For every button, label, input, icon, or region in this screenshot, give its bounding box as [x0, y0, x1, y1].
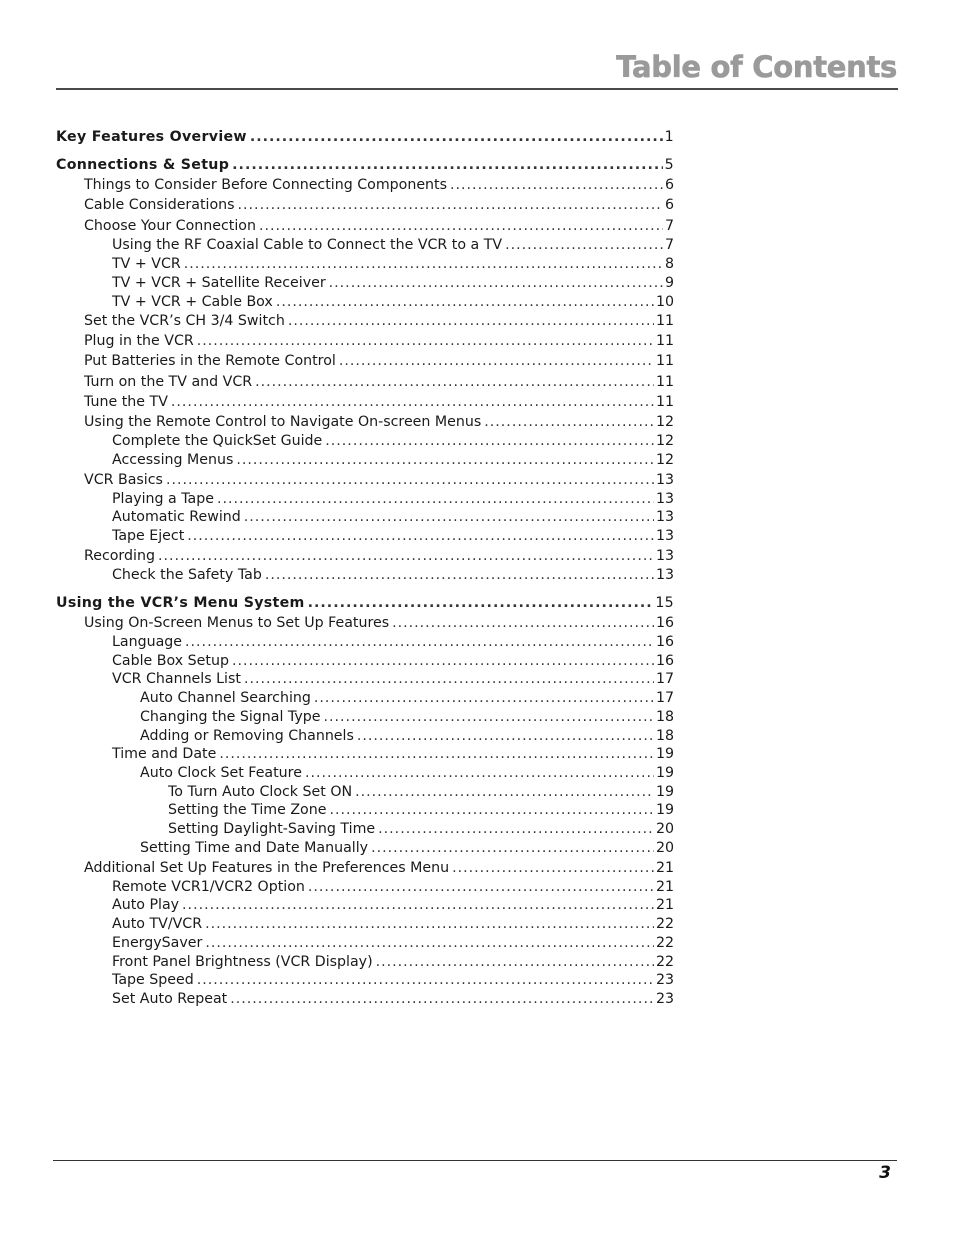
toc-entry	[56, 293, 674, 311]
toc-entry-page: 23	[655, 972, 674, 988]
toc-entry-label: Cable Box Setup	[112, 653, 229, 669]
toc-entry-label: Things to Consider Before Connecting Components	[84, 177, 448, 193]
dot-leader	[324, 708, 654, 726]
toc-entry-page: 11	[655, 374, 674, 390]
toc-entry	[56, 274, 674, 292]
toc-entry	[56, 451, 674, 469]
dot-leader	[232, 652, 654, 670]
toc-entry-page: 16	[655, 653, 674, 669]
toc-entry-label: Accessing Menus	[112, 452, 234, 468]
toc-entry-label: Recording	[84, 548, 155, 564]
toc-entry-label: Using the RF Coaxial Cable to Connect the VCR to a TV	[112, 237, 503, 253]
toc-entry	[56, 352, 674, 370]
dot-leader	[244, 508, 654, 526]
dot-leader	[236, 451, 654, 469]
toc-entry	[56, 508, 674, 526]
dot-leader	[187, 527, 654, 545]
toc-entry	[56, 217, 674, 235]
toc-entry	[56, 547, 674, 565]
dot-leader	[217, 490, 654, 508]
toc-entry	[56, 413, 674, 431]
toc-entry	[56, 839, 674, 857]
toc-entry	[56, 953, 674, 971]
toc-entry	[56, 332, 674, 350]
toc-entry-label: Setting Time and Date Manually	[140, 840, 369, 856]
toc-entry-label: Auto Channel Searching	[140, 690, 311, 706]
toc-entry-label: Complete the QuickSet Guide	[112, 433, 323, 449]
toc-entry	[56, 527, 674, 545]
toc-entry-label: TV + VCR + Satellite Receiver	[112, 275, 326, 291]
dot-leader	[265, 566, 654, 584]
toc-entry	[56, 801, 674, 819]
dot-leader	[171, 393, 654, 411]
toc-entry-page: 21	[655, 879, 674, 895]
toc-entry	[56, 236, 674, 254]
dot-leader	[185, 633, 654, 651]
toc-entry-label: Turn on the TV and VCR	[84, 374, 253, 390]
dot-leader	[166, 471, 654, 489]
toc-entry	[56, 745, 674, 763]
toc-entry-page: 23	[655, 991, 674, 1007]
page-title: Table of Contents	[616, 50, 897, 84]
toc-entry-page: 1	[664, 129, 674, 145]
toc-entry-label: VCR Basics	[84, 472, 163, 488]
toc-entry-label: Plug in the VCR	[84, 333, 194, 349]
toc-entry-page: 5	[664, 157, 674, 173]
toc-entry-label: Tune the TV	[84, 394, 168, 410]
dot-leader	[250, 128, 663, 146]
toc-entry-label: Using the Remote Control to Navigate On-screen Menus	[84, 414, 482, 430]
toc-entry-page: 22	[655, 916, 674, 932]
dot-leader	[197, 332, 654, 350]
toc-entry-label: Auto Play	[112, 897, 180, 913]
dot-leader	[288, 312, 654, 330]
dot-leader	[184, 255, 663, 273]
toc-entry-label: Connections & Setup	[56, 157, 230, 173]
toc-entry-label: TV + VCR	[112, 256, 181, 272]
dot-leader	[376, 953, 654, 971]
dot-leader	[255, 373, 654, 391]
toc-entry-label: Choose Your Connection	[84, 218, 256, 234]
toc-entry	[56, 820, 674, 838]
dot-leader	[308, 594, 654, 612]
toc-entry	[56, 566, 674, 584]
dot-leader	[329, 274, 663, 292]
toc-entry-page: 16	[655, 634, 674, 650]
toc-entry-label: Auto TV/VCR	[112, 916, 203, 932]
toc-entry	[56, 614, 674, 632]
dot-leader	[182, 896, 654, 914]
dot-leader	[450, 176, 663, 194]
dot-leader	[276, 293, 654, 311]
toc-entry-label: Adding or Removing Channels	[140, 728, 354, 744]
toc-entry-page: 13	[655, 509, 674, 525]
toc-entry	[56, 971, 674, 989]
toc-entry	[56, 727, 674, 745]
toc-entry-page: 19	[655, 784, 674, 800]
toc-entry-label: Front Panel Brightness (VCR Display)	[112, 954, 373, 970]
toc-entry	[56, 934, 674, 952]
toc-entry	[56, 196, 674, 214]
toc-entry-label: Setting Daylight-Saving Time	[168, 821, 376, 837]
toc-entry-label: Playing a Tape	[112, 491, 214, 507]
dot-leader	[158, 547, 654, 565]
toc-entry-page: 7	[664, 237, 674, 253]
toc-entry-label: Key Features Overview	[56, 129, 247, 145]
page-number: 3	[879, 1163, 891, 1183]
dot-leader	[325, 432, 654, 450]
toc-entry-label: Tape Speed	[112, 972, 194, 988]
toc-entry	[56, 471, 674, 489]
dot-leader	[314, 689, 654, 707]
toc-entry-page: 6	[664, 177, 674, 193]
toc-entry-label: TV + VCR + Cable Box	[112, 294, 273, 310]
toc-entry	[56, 312, 674, 330]
toc-entry-label: To Turn Auto Clock Set ON	[168, 784, 353, 800]
dot-leader	[357, 727, 654, 745]
toc-entry-page: 20	[655, 821, 674, 837]
footer-divider	[53, 1160, 897, 1161]
dot-leader	[230, 990, 654, 1008]
toc-entry	[56, 128, 674, 146]
dot-leader	[232, 156, 663, 174]
toc-entry	[56, 652, 674, 670]
toc-entry	[56, 633, 674, 651]
toc-entry-label: Remote VCR1/VCR2 Option	[112, 879, 305, 895]
dot-leader	[305, 764, 654, 782]
toc-entry-page: 9	[664, 275, 674, 291]
dot-leader	[339, 352, 654, 370]
toc-entry-label: EnergySaver	[112, 935, 203, 951]
toc-entry	[56, 373, 674, 391]
toc-entry-page: 18	[655, 728, 674, 744]
dot-leader	[308, 878, 654, 896]
dot-leader	[371, 839, 654, 857]
dot-leader	[238, 196, 663, 214]
toc-entry-page: 12	[655, 414, 674, 430]
toc-entry-page: 18	[655, 709, 674, 725]
toc-entry-page: 11	[655, 333, 674, 349]
toc-entry-page: 8	[664, 256, 674, 272]
toc-entry	[56, 432, 674, 450]
toc-entry-page: 19	[655, 765, 674, 781]
toc-entry-page: 19	[655, 802, 674, 818]
toc-entry-page: 7	[664, 218, 674, 234]
toc-entry-page: 17	[655, 690, 674, 706]
toc-entry	[56, 176, 674, 194]
toc-entry	[56, 708, 674, 726]
toc-entry-page: 13	[655, 548, 674, 564]
toc-entry-label: Additional Set Up Features in the Preferences Menu	[84, 860, 450, 876]
toc-entry	[56, 490, 674, 508]
toc-entry-page: 17	[655, 671, 674, 687]
toc-entry	[56, 255, 674, 273]
toc-entry-page: 13	[655, 472, 674, 488]
toc-entry	[56, 393, 674, 411]
toc-entry-label: Changing the Signal Type	[140, 709, 321, 725]
toc-entry-label: Put Batteries in the Remote Control	[84, 353, 336, 369]
toc-entry-label: Using On-Screen Menus to Set Up Features	[84, 615, 390, 631]
dot-leader	[244, 670, 654, 688]
toc-entry	[56, 990, 674, 1008]
toc-entry-label: Auto Clock Set Feature	[140, 765, 302, 781]
toc-entry	[56, 689, 674, 707]
header-divider	[56, 88, 898, 90]
toc-entry-page: 6	[664, 197, 674, 213]
toc-entry-label: Time and Date	[112, 746, 217, 762]
toc-entry-page: 11	[655, 313, 674, 329]
dot-leader	[205, 934, 654, 952]
toc-entry-page: 13	[655, 491, 674, 507]
toc-entry-page: 11	[655, 394, 674, 410]
toc-entry-page: 22	[655, 935, 674, 951]
dot-leader	[484, 413, 654, 431]
toc-entry-label: Set the VCR’s CH 3/4 Switch	[84, 313, 285, 329]
toc-entry-page: 11	[655, 353, 674, 369]
toc-entry-label: Automatic Rewind	[112, 509, 241, 525]
dot-leader	[505, 236, 663, 254]
toc-entry-label: Tape Eject	[112, 528, 185, 544]
toc-entry	[56, 783, 674, 801]
toc-entry-page: 12	[655, 433, 674, 449]
toc-entry	[56, 915, 674, 933]
dot-leader	[219, 745, 654, 763]
toc-entry	[56, 156, 674, 174]
dot-leader	[452, 859, 654, 877]
toc-entry-page: 15	[655, 595, 674, 611]
toc-entry-page: 21	[655, 860, 674, 876]
toc-entry-page: 10	[655, 294, 674, 310]
dot-leader	[259, 217, 663, 235]
dot-leader	[355, 783, 654, 801]
toc-entry-page: 13	[655, 528, 674, 544]
toc-entry	[56, 896, 674, 914]
toc-entry-page: 21	[655, 897, 674, 913]
dot-leader	[197, 971, 654, 989]
toc-entry-page: 16	[655, 615, 674, 631]
toc-entry-label: Using the VCR’s Menu System	[56, 595, 305, 611]
toc-entry-page: 22	[655, 954, 674, 970]
toc-entry	[56, 594, 674, 612]
dot-leader	[205, 915, 654, 933]
toc-entry-page: 13	[655, 567, 674, 583]
toc-entry-page: 19	[655, 746, 674, 762]
dot-leader	[378, 820, 654, 838]
toc-entry-label: Language	[112, 634, 183, 650]
dot-leader	[329, 801, 653, 819]
toc-entry-label: Cable Considerations	[84, 197, 235, 213]
toc-entry	[56, 670, 674, 688]
toc-entry-label: Check the Safety Tab	[112, 567, 262, 583]
toc-entry-label: Set Auto Repeat	[112, 991, 228, 1007]
dot-leader	[392, 614, 654, 632]
toc-entry	[56, 859, 674, 877]
toc-entry-label: Setting the Time Zone	[168, 802, 327, 818]
toc-entry-label: VCR Channels List	[112, 671, 241, 687]
toc-entry-page: 20	[655, 840, 674, 856]
toc-entry-page: 12	[655, 452, 674, 468]
toc-entry	[56, 878, 674, 896]
toc-entry	[56, 764, 674, 782]
